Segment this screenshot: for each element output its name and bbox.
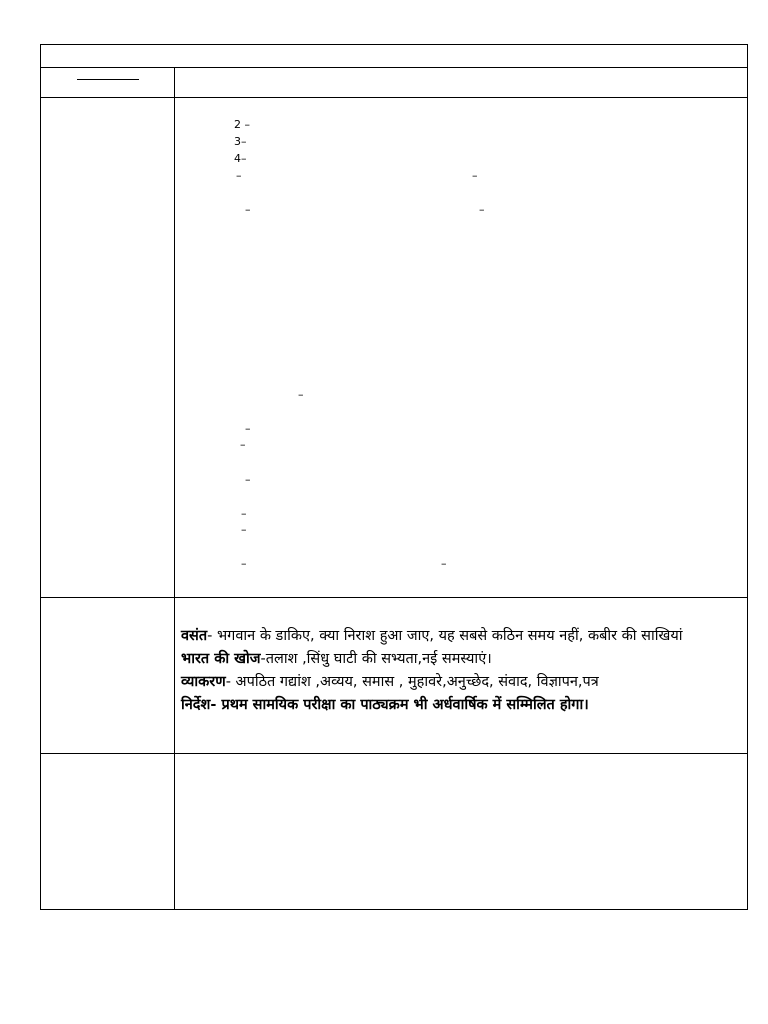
table-row	[41, 98, 748, 598]
bharat-text: -तलाश ,सिंधु घाटी की सभ्यता,नई समस्याएं।	[260, 651, 492, 667]
month-cell	[41, 98, 175, 598]
table-row	[41, 754, 748, 910]
syllabus-table	[40, 44, 748, 910]
list-marker: –	[245, 203, 251, 216]
list-marker: –	[298, 388, 304, 401]
list-marker: –	[245, 422, 251, 435]
vyakaran-text: - अपठित गद्यांश ,अव्यय, समास , मुहावरे,अनुच्छेद, संवाद, विज्ञापन,पत्र	[225, 674, 599, 690]
table-title-cell	[41, 45, 748, 68]
list-marker: –	[245, 473, 251, 486]
list-marker: –	[241, 507, 247, 520]
header-cell-month	[41, 68, 175, 98]
list-marker: –	[479, 203, 485, 216]
syllabus-cell-unit2	[175, 598, 748, 754]
header-cell-syllabus	[175, 68, 748, 98]
vasant-text: - भगवान के डाकिए, क्या निराश हुआ जाए, यह सबसे कठिन समय नहीं, कबीर की साखियां	[207, 628, 683, 644]
list-marker: 2 –	[234, 118, 250, 131]
syllabus-content	[175, 598, 747, 717]
syllabus-cell-unit3	[175, 754, 748, 910]
list-marker: –	[241, 557, 247, 570]
list-marker: –	[240, 438, 246, 451]
list-marker: 4–	[234, 152, 247, 165]
list-marker: –	[441, 557, 447, 570]
underline-mark	[77, 79, 139, 80]
vasant-line	[181, 625, 747, 648]
list-marker: 3–	[234, 135, 247, 148]
bharat-label: भारत की खोज	[181, 651, 261, 667]
month-cell	[41, 598, 175, 754]
table-title-row	[41, 45, 748, 68]
nirdesh-line	[181, 694, 747, 717]
syllabus-cell-unit1	[175, 98, 748, 598]
table-header-row	[41, 68, 748, 98]
table-row	[41, 598, 748, 754]
list-marker: –	[241, 523, 247, 536]
month-cell	[41, 754, 175, 910]
list-marker: –	[236, 169, 242, 182]
nirdesh-text: - प्रथम सामयिक परीक्षा का पाठ्यक्रम भी अर्धवार्षिक में सम्मिलित होगा।	[210, 697, 589, 713]
vyakaran-label: व्याकरण	[181, 674, 226, 690]
vyakaran-line	[181, 671, 747, 694]
bharat-line	[181, 648, 747, 671]
nirdesh-label: निर्देश	[181, 697, 211, 713]
list-marker: –	[472, 169, 478, 182]
vasant-label: वसंत	[181, 628, 208, 644]
